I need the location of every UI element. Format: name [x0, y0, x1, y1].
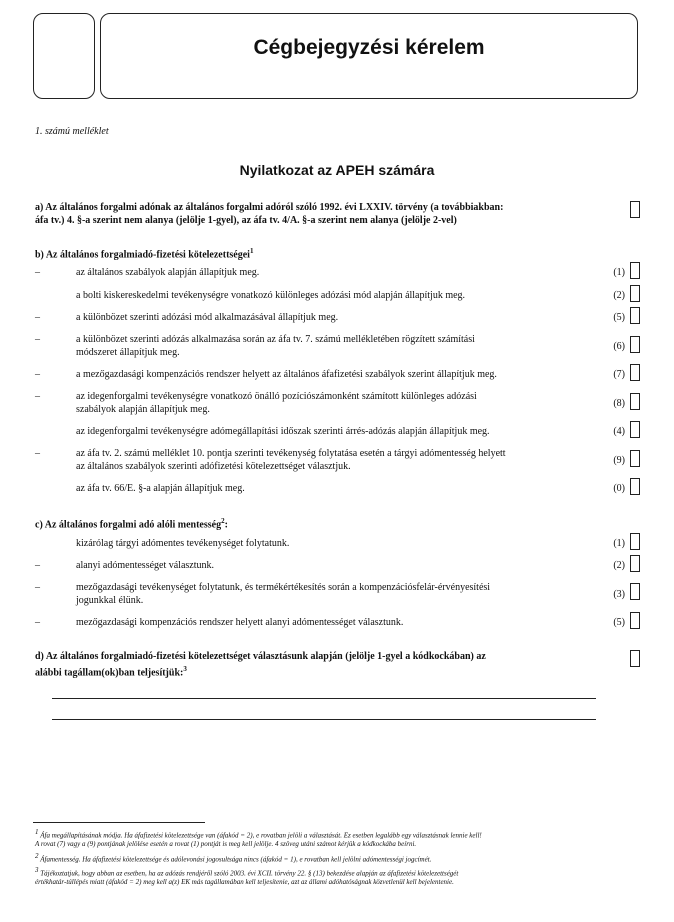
checkbox-b-2[interactable]: [630, 285, 640, 302]
checkbox-b-7[interactable]: [630, 421, 640, 438]
checkbox-c-4[interactable]: [630, 612, 640, 629]
checkbox-b-5[interactable]: [630, 364, 640, 381]
checkbox-c-1[interactable]: [630, 533, 640, 550]
member-state-input-line-2[interactable]: [52, 719, 596, 720]
checkbox-b-9[interactable]: [630, 478, 640, 495]
section-c-title: c) Az általános forgalmi adó alóli mentesség$^2$:: [35, 517, 228, 531]
footnote-2: $^2$ Áfamentesség. Ha áfafizetési kötelezettsége és adólevonási jogosultsága nincs (áfakód = 1), e rovatban kell jelölni adómentességi jogcímét.: [35, 852, 432, 864]
checkbox-b-4[interactable]: [630, 336, 640, 353]
annex-label: 1. számú melléklet: [35, 126, 109, 137]
checkbox-b-1[interactable]: [630, 262, 640, 279]
footnote-3: $^3$ Tájékoztatjuk, hogy abban az esetben, ha az adózás rendjéről szóló 2003. évi XCII. törvény 22. § (13) bekezdése alapján az áfafizetési kötelezettségét értékhatár-túllépés miatt (áfakód = 2) meg kell a(z) EK más tagállamában kell teljesítenie, azt az állami adóhatóságnak közvetlenül kell bejelentenie.: [35, 866, 459, 887]
checkbox-b-3[interactable]: [630, 307, 640, 324]
checkbox-b-6[interactable]: [630, 393, 640, 410]
member-state-input-line-1[interactable]: [52, 698, 596, 699]
document-heading: Nyilatkozat az APEH számára: [239, 162, 435, 178]
section-a-checkbox[interactable]: [630, 201, 640, 218]
footnote-separator: [33, 822, 205, 823]
header-title-box: [100, 13, 638, 99]
section-a-text: a) Az általános forgalmi adónak az általános forgalmi adóról szóló 1992. évi LXXIV. törvény (a továbbiakban: áfa tv.) 4. §-a szerint nem alanya (jelölje 1-gyel), az áfa tv. 4/A. §-a szerint nem alanya (jelölje 2-vel): [35, 202, 504, 226]
page-title: Cégbejegyzési kérelem: [253, 36, 485, 59]
checkbox-b-8[interactable]: [630, 450, 640, 467]
checkbox-c-3[interactable]: [630, 583, 640, 600]
checkbox-c-2[interactable]: [630, 555, 640, 572]
section-d-checkbox[interactable]: [630, 650, 640, 667]
header-side-box: [33, 13, 95, 99]
section-d-text: d) Az általános forgalmiadó-fizetési kötelezettséget választásunk alapján (jelölje 1-gyel a kódkockában) az alábbi tagállam(ok)ban teljesítjük:$^3$: [35, 651, 486, 679]
footnote-1: $^1$ Áfa megállapításának módja. Ha áfafizetési kötelezettsége van (áfakód = 2), e rovatban jelöli a választását. Ez esetben legalább egy választásnak lennie kell! A rovat (7) vagy a (9) pontjának jelölése esetén a rovat (1) pontját is meg kell jelölje. 4 szöveg utáni számot kérjük a kódkockába beírni.: [35, 828, 482, 849]
section-b-title: b) Az általános forgalmiadó-fizetési kötelezettségei$^1$: [35, 247, 254, 261]
